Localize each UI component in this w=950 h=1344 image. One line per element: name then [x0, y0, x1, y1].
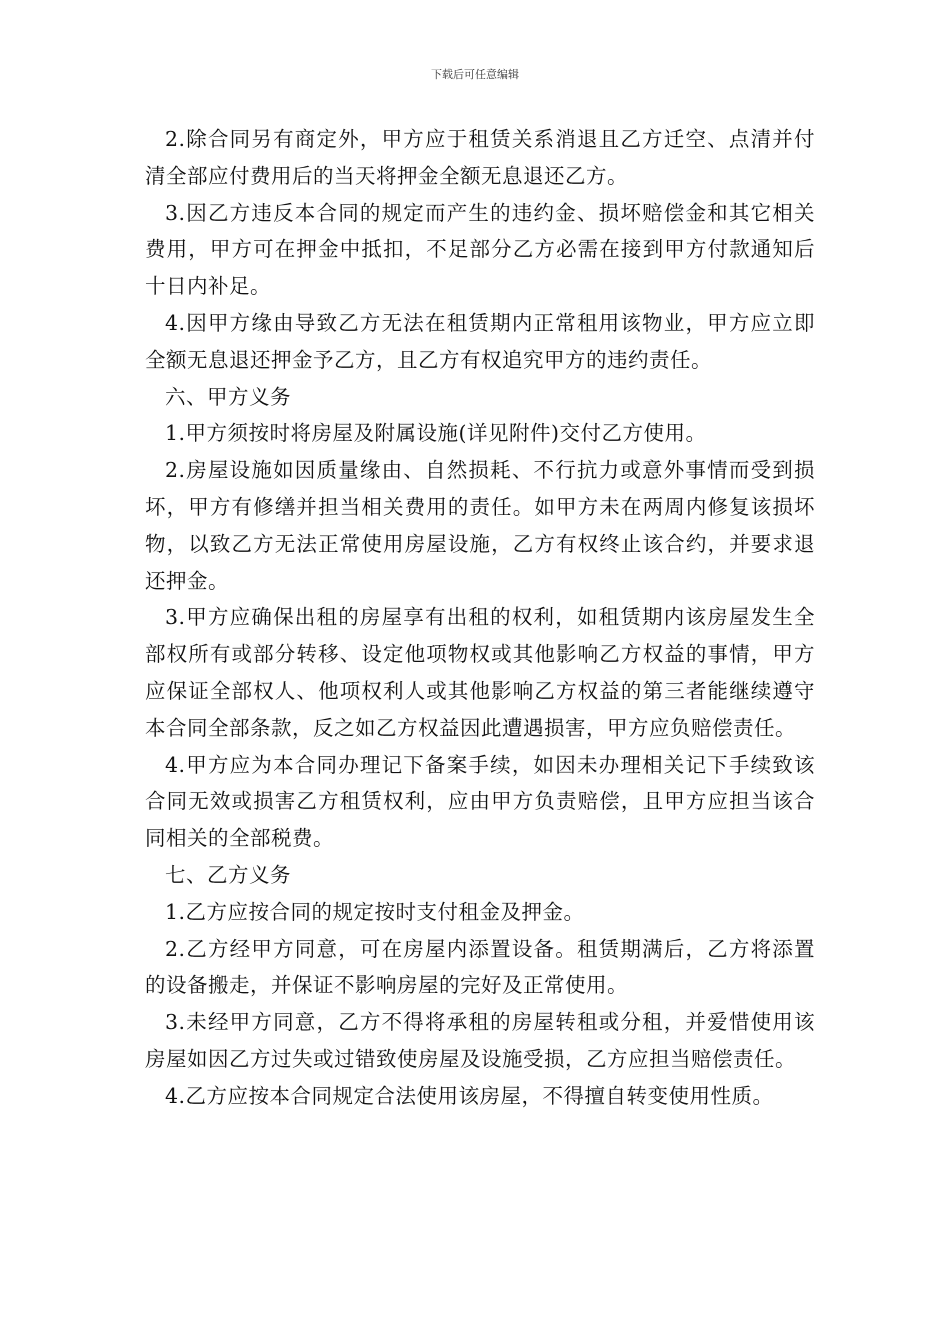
clause-5-3: 3.因乙方违反本合同的规定而产生的违约金、损坏赔偿金和其它相关费用，甲方可在押金中抵扣，不足部分乙方必需在接到甲方付款通知后十日内补足。 [145, 200, 815, 299]
clause-5-4: 4.因甲方缘由导致乙方无法在租赁期内正常租用该物业，甲方应立即全额无息退还押金予乙方，且乙方有权追究甲方的违约责任。 [145, 310, 815, 372]
section-heading-6: 六、甲方义务 [165, 384, 291, 409]
clause-5-2: 2.除合同另有商定外，甲方应于租赁关系消退且乙方迁空、点清并付清全部应付费用后的当天将押金全额无息退还乙方。 [145, 127, 815, 188]
clause-6-4: 4.甲方应为本合同办理记下备案手续，如因未办理相关记下手续致该合同无效或损害乙方租赁权利，应由甲方负责赔偿，且甲方应担当该合同相关的全部税费。 [145, 752, 815, 851]
clause-6-2: 2.房屋设施如因质量缘由、自然损耗、不行抗力或意外事情而受到损坏，甲方有修缮并担当相关费用的责任。如甲方未在两周内修复该损坏物，以致乙方无法正常使用房屋设施，乙方有权终止该合约，并要求退还押金。 [145, 458, 815, 593]
clause-7-1: 1.乙方应按合同的规定按时支付租金及押金。 [165, 899, 585, 924]
page-header-note: 下载后可任意编辑 [431, 68, 519, 81]
clause-6-3: 3.甲方应确保出租的房屋享有出租的权利，如租赁期内该房屋发生全部权所有或部分转移、设定他项物权或其他影响乙方权益的事情，甲方应保证全部权人、他项权利人或其他影响乙方权益的第三者能继续遵守本合同全部条款，反之如乙方权益因此遭遇损害，甲方应负赔偿责任。 [145, 605, 815, 740]
document-body [145, 121, 815, 1115]
clause-7-4: 4.乙方应按本合同规定合法使用该房屋，不得擅自转变使用性质。 [165, 1083, 774, 1108]
clause-6-1: 1.甲方须按时将房屋及附属设施(详见附件)交付乙方使用。 [165, 421, 707, 446]
clause-7-3: 3.未经甲方同意，乙方不得将承租的房屋转租或分租，并爱惜使用该房屋如因乙方过失或过错致使房屋及设施受损，乙方应担当赔偿责任。 [145, 1010, 815, 1071]
clause-7-2: 2.乙方经甲方同意，可在房屋内添置设备。租赁期满后，乙方将添置的设备搬走，并保证不影响房屋的完好及正常使用。 [145, 936, 815, 998]
section-heading-7: 七、乙方义务 [165, 862, 291, 887]
